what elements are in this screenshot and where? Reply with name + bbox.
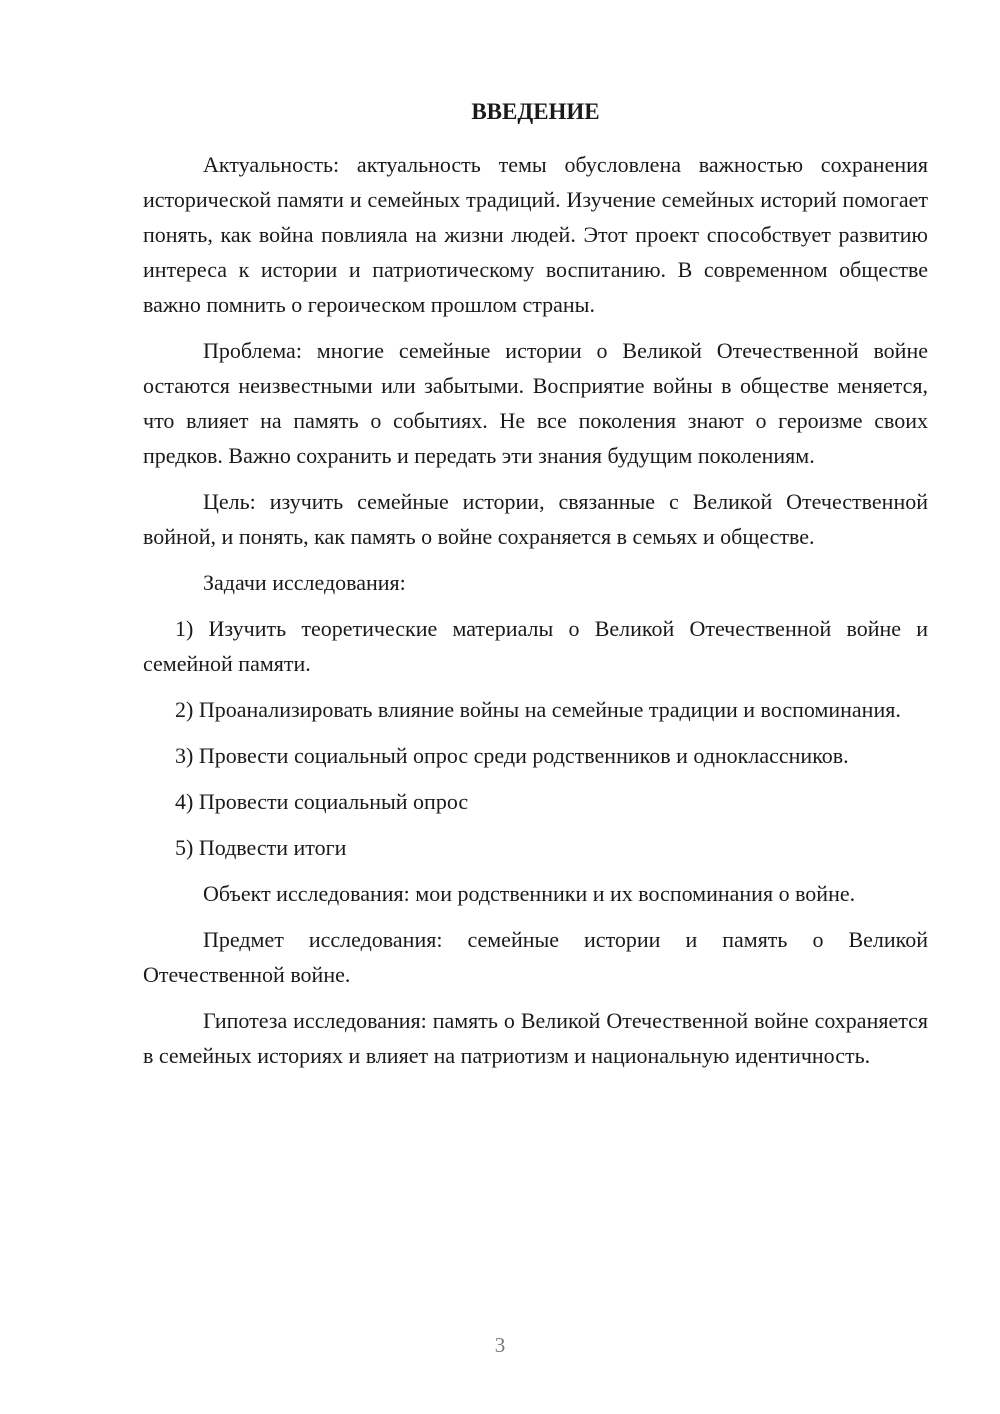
task-item-4: 4) Провести социальный опрос bbox=[175, 789, 469, 814]
problem-paragraph: Проблема: многие семейные истории о Великой Отечественной войне остаются неизвестными или забытыми. Восприятие войны в обществе меняется, что влияет на память о событиях. Не все поколения знают о героизме своих предков. Важно сохранить и передать эти знания будущим поколениям. bbox=[143, 338, 928, 468]
task-item-1: 1) Изучить теоретические материалы о Великой Отечественной войне и семейной памяти. bbox=[143, 616, 928, 676]
research-subject-paragraph: Предмет исследования: семейные истории и память о Великой Отечественной войне. bbox=[143, 927, 928, 987]
task-item-2: 2) Проанализировать влияние войны на семейные традиции и воспоминания. bbox=[175, 697, 901, 722]
page-title: ВВЕДЕНИЕ bbox=[471, 99, 600, 124]
research-object-paragraph: Объект исследования: мои родственники и их воспоминания о войне. bbox=[203, 881, 856, 906]
goal-paragraph: Цель: изучить семейные истории, связанные с Великой Отечественной войной, и понять, как память о войне сохраняется в семьях и обществе. bbox=[143, 489, 928, 549]
tasks-heading: Задачи исследования: bbox=[203, 570, 406, 595]
hypothesis-paragraph: Гипотеза исследования: память о Великой Отечественной войне сохраняется в семейных историях и влияет на патриотизм и национальную идентичность. bbox=[143, 1008, 928, 1068]
task-item-5: 5) Подвести итоги bbox=[175, 835, 347, 860]
relevance-paragraph: Актуальность: актуальность темы обусловлена важностью сохранения исторической памяти и семейных традиций. Изучение семейных историй помогает понять, как война повлияла на жизни людей. Этот проект способствует развитию интереса к истории и патриотическому воспитанию. В современном обществе важно помнить о героическом прошлом страны. bbox=[143, 152, 928, 317]
task-item-3: 3) Провести социальный опрос среди родственников и одноклассников. bbox=[175, 743, 849, 768]
page-number: 3 bbox=[494, 1333, 506, 1357]
page-content bbox=[143, 97, 928, 1084]
